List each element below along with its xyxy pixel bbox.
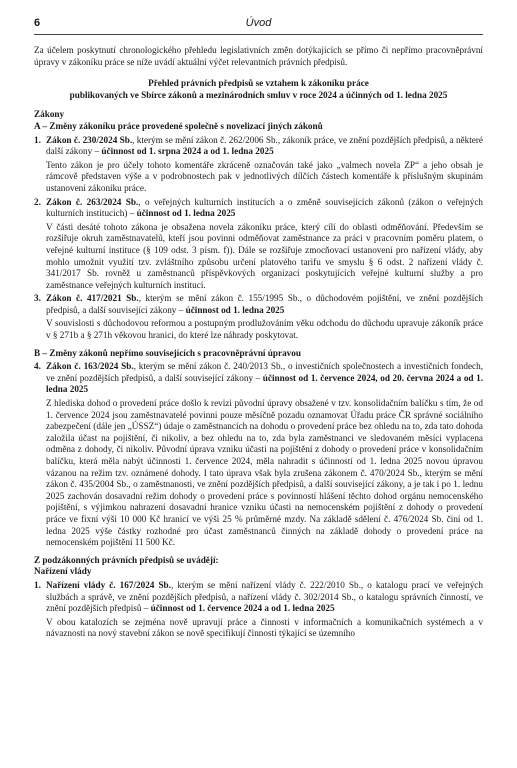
overview-title-line-2: publikovaných ve Sbírce zákonů a mezinárodních smluv v roce 2024 a účinných od 1. ledna 2025 <box>69 89 448 100</box>
law-title: , kterým se mění zákon č. 240/2013 Sb., o investičních společnostech a investičních fondech, ve znění pozdějších předpisů, a další související zákony – <box>46 361 484 383</box>
law-reference: Zákon č. 263/2024 Sb. <box>46 196 139 207</box>
law-title: , kterým se mění zákon č. 155/1995 Sb., o důchodovém pojištění, ve znění pozdějších předpisů, a další související zákony – <box>46 293 483 315</box>
section-heading-zakony: Zákony <box>34 109 65 120</box>
effective-date: účinnost od 1. ledna 2025 <box>185 304 285 315</box>
item-number: 1. <box>34 134 41 145</box>
effective-date: účinnost od 1. srpna 2024 a od 1. ledna 2025 <box>101 146 274 157</box>
effective-date: účinnost od 1. července 2024, od 20. června 2024 a od 1. ledna 2025 <box>46 372 483 395</box>
law-title: , kterým se mění nařízení vlády č. 222/2010 Sb., o katalogu prací ve veřejných službách a správě, ve znění pozdějších předpisů, a nařízení vlády č. 302/2014 Sb., o katalogu správních činností, ve znění pozdějších předpisů – <box>46 579 483 614</box>
section-heading-nv: Nařízení vlády <box>34 566 92 577</box>
list-item <box>34 197 483 292</box>
item-note: V obou katalozích se zejména nově upravují práce a činnosti v informačních a komunikačních systémech a v návaznosti na nový stavební zákon se nově specifikují činnosti týkající se územního <box>46 616 483 639</box>
item-number: 2. <box>34 196 41 207</box>
law-title: , kterým se mění zákon č. 262/2006 Sb., zákoník práce, ve znění pozdějších předpisů, a některé další zákony – <box>46 134 483 157</box>
page-number: 6 <box>34 17 41 29</box>
law-title: , o veřejných kulturních institucích a o změně souvisejících zákonů (zákon o veřejných kulturních institucích) – <box>46 196 484 219</box>
law-reference: Zákon č. 163/2024 Sb. <box>46 361 134 372</box>
item-note: V souvislosti s důchodovou reformou a postupným prodlužováním věku odchodu do důchodu upravuje zákoník práce v § 271b a § 271h věkovou hranici, do které lze náhrady poskytovat. <box>46 318 483 341</box>
law-reference: Zákon č. 230/2024 Sb. <box>46 134 133 145</box>
item-text <box>46 197 483 220</box>
section-heading-a: A – Změny zákoníku práce provedené společně s novelizací jiných zákonů <box>34 120 323 131</box>
list-item <box>34 293 483 341</box>
item-number: 4. <box>34 361 41 372</box>
list-item <box>34 135 483 195</box>
page-header <box>34 12 483 35</box>
item-number: 1. <box>34 579 41 590</box>
overview-title <box>34 78 483 101</box>
item-text <box>46 135 483 158</box>
law-reference: Zákon č. 417/2021 Sb. <box>46 293 139 304</box>
item-text <box>46 580 483 615</box>
chapter-title: Úvod <box>245 17 272 29</box>
effective-date: účinnost od 1. července 2024 a od 1. ledna 2025 <box>150 603 335 614</box>
item-number: 3. <box>34 293 41 304</box>
item-note: V části desáté tohoto zákona je obsažena novela zákoníku práce, který cílí do oblasti odměňování. Především se rozšiřuje okruh zaměstnavatelů, kteří jsou povinni odměňovat zaměstnance za práci v pracovním poměru platem, o veřejné kulturní instituce (§ 109 odst. 3 písm. f)). Dále se rozšiřuje zmocňovací ustanovení pro nařízení vlády, aby mohlo umožnit využití tzv. zvláštního způsobu určení platového tarifu ve smyslu § 6 odst. 2 nařízení vlády č. 341/2017 Sb. rovněž u zaměstnanců příspěvkových organizací poskytujících veřejné kulturní služby a pro zaměstnance veřejných kulturních institucí. <box>46 221 483 290</box>
item-note: Z hlediska dohod o provedení práce došlo k revizi původní úpravy obsažené v tzv. konsolidačním balíčku s tím, že od 1. července 2024 jsou zaměstnavatelé povinni pouze měsíčně pozadu oznamovat Úřadu práce ČR správné sociálního zabezpečení (dále jen „ÚSSZ“) údaje o zaměstnancích na dohodu o provedení práce bez ohledu na to, zda tato dohoda založila účast na pojištění, či nikoliv, a bez ohledu na to, zda byla zaměstnanci ve sledovaném měsíci vyplacena odměna z dohody, či nikoliv. Původní úprava vzniku účasti na pojištění z dohody o provedení práce v konsolidačním balíčku, která měla nabýt účinnosti 1. července 2024, měla nahradit s účinností od 1. ledna 2025 novou úpravou vázanou na režim tzv. oznámené dohody. I tato úprava však byla zrušena zákonem č. 470/2024 Sb., kterým se mění zákon č. 435/2004 Sb., o zaměstnanosti, ve znění pozdějších předpisů, a další související zákony, a je tak i po 1. lednu 2025 zachován dosavadní režim dohody o provedení práce s povinností hlášení těchto dohod orgánu nemocenského pojištění, s výjimkou nahrazení dosavadní hranice vzniku účasti na nemocenském pojištění z dohody o provedení práce ve fixní výši 10 000 Kč hranicí ve výši 25 % průměrné mzdy. Na základě sdělení č. 476/2024 Sb. činí od 1. ledna 2025 výše částky rozhodné pro účast zaměstnanců činných na základě dohody o provedení práce na nemocenském pojištění 11 500 Kč. <box>46 398 483 548</box>
list-item <box>34 580 483 640</box>
list-item <box>34 361 483 549</box>
law-reference: Nařízení vlády č. 167/2024 Sb. <box>46 579 171 590</box>
page-body <box>34 45 483 640</box>
section-heading-z: Z podzákonných právních předpisů se uvádějí: <box>34 554 219 565</box>
intro-paragraph: Za účelem poskytnutí chronologického přehledu legislativních změn dotýkajících se přímo či nepřímo pracovněprávní úpravy v zákoníku práce se níže uvádí aktuální výčet relevantních právních předpisů. <box>34 45 483 67</box>
item-note: Tento zákon je pro účely tohoto komentáře zkráceně označován také jako „valmech novela ZP“ a jeho obsah je rámcově představen výše a v podrobnostech pak v jednotlivých dílčích částech komentáře k příslušným skupinám ustanovení zákoníku práce. <box>46 159 483 193</box>
section-heading-b: B – Změny zákonů nepřímo souvisejících s pracovněprávní úpravou <box>34 347 301 358</box>
item-text <box>46 293 483 316</box>
effective-date: účinnost od 1. ledna 2025 <box>136 208 236 219</box>
item-text <box>46 361 483 396</box>
overview-title-line-1: Přehled právních předpisů se vztahem k zákoníku práce <box>148 78 369 89</box>
